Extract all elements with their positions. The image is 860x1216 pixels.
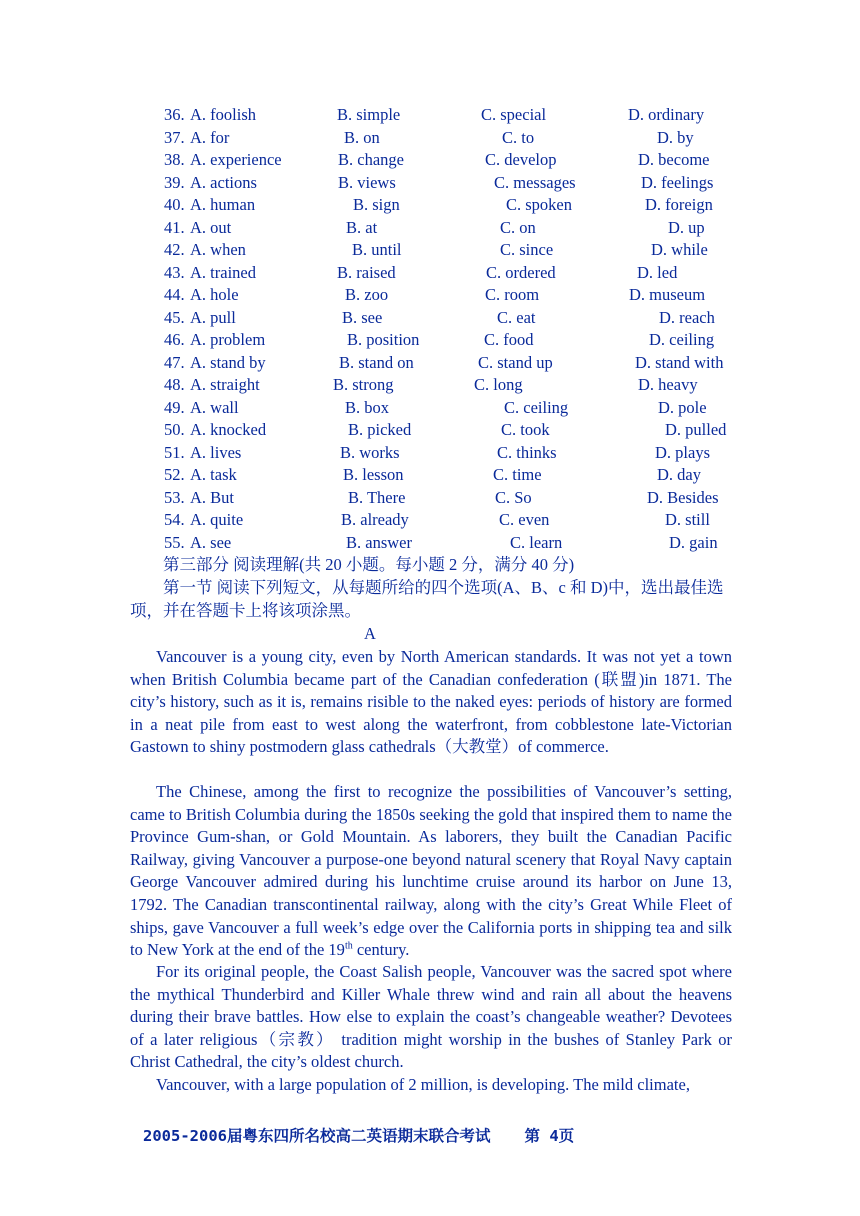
option-d: D. pole bbox=[658, 397, 707, 417]
option-c: C. ordered bbox=[486, 262, 556, 282]
option-c: C. food bbox=[484, 330, 534, 349]
question-number: 38. bbox=[164, 150, 185, 169]
option-b: B. views bbox=[338, 172, 396, 192]
option-c: C. ceiling bbox=[504, 397, 569, 417]
option-b: B. stand on bbox=[339, 352, 414, 372]
question-number: 49. bbox=[164, 397, 185, 417]
question-number: 40. bbox=[164, 195, 185, 214]
question-number: 41. bbox=[164, 217, 185, 237]
option-b: B. position bbox=[347, 330, 420, 349]
option-a: A. problem bbox=[190, 330, 266, 349]
passage-paragraph-3: For its original people, the Coast Salish people, Vancouver was the sacred spot where the mythical Thunderbird and Killer Whale threw wind and rain all about the heavens during their brave battles. How else to explain the coast’s changeable weather? Devotees of a later religious（宗教） tradition might worship in the bushes of Stanley Park or Christ Cathedral, the city’s oldest church. bbox=[130, 962, 732, 1072]
option-c: C. on bbox=[500, 217, 536, 237]
option-row bbox=[0, 194, 860, 217]
option-d: D. museum bbox=[629, 285, 706, 304]
option-row bbox=[0, 262, 860, 285]
option-b: B. sign bbox=[353, 195, 400, 214]
option-row bbox=[0, 397, 860, 420]
option-a: A. lives bbox=[190, 442, 242, 462]
option-b: B. already bbox=[341, 510, 409, 529]
option-d: D. led bbox=[637, 262, 678, 282]
option-a: A. straight bbox=[190, 375, 260, 394]
footer-page-number: 第 4页 bbox=[524, 1127, 575, 1145]
option-b: B. answer bbox=[346, 532, 412, 552]
option-c: C. spoken bbox=[506, 195, 572, 214]
option-c: C. develop bbox=[485, 150, 557, 169]
option-row bbox=[0, 352, 860, 375]
option-row bbox=[0, 149, 860, 172]
option-row bbox=[0, 307, 860, 330]
option-d: D. while bbox=[651, 240, 708, 259]
option-b: B. on bbox=[344, 127, 380, 147]
cloze-options-list bbox=[0, 104, 860, 554]
option-row bbox=[0, 419, 860, 442]
paragraph-2-tail: century. bbox=[352, 940, 410, 960]
option-a: A. hole bbox=[190, 285, 239, 304]
option-row bbox=[0, 239, 860, 262]
question-number: 55. bbox=[164, 532, 185, 552]
question-number: 48. bbox=[164, 375, 185, 394]
option-c: C. long bbox=[474, 375, 523, 394]
option-d: D. stand with bbox=[635, 352, 724, 372]
option-row bbox=[0, 374, 860, 397]
option-a: A. knocked bbox=[190, 420, 267, 439]
option-b: B. until bbox=[352, 240, 402, 259]
option-b: B. simple bbox=[337, 105, 401, 124]
option-b: B. at bbox=[346, 217, 378, 237]
option-c: C. special bbox=[481, 105, 547, 124]
option-c: C. messages bbox=[494, 172, 576, 192]
option-row bbox=[0, 487, 860, 510]
option-a: A. see bbox=[190, 532, 232, 552]
passage-label: A bbox=[364, 624, 376, 643]
passage-paragraph-1: Vancouver is a young city, even by North American standards. It was not yet a town when British Columbia became part of the Canadian confederation (联盟)in 1871. The city’s history, such as it is, remains risible to the naked eyes: periods of history are formed in a neat pile from east to west along the waterfront, from cobblestone late-Victorian Gastown to shiny postmodern glass cathedrals（大教堂）of commerce. bbox=[130, 647, 732, 757]
option-b: B. change bbox=[338, 150, 404, 169]
option-a: A. But bbox=[190, 487, 235, 507]
option-c: C. learn bbox=[510, 532, 563, 552]
option-d: D. ordinary bbox=[628, 105, 705, 124]
question-number: 53. bbox=[164, 487, 185, 507]
question-number: 47. bbox=[164, 352, 185, 372]
option-a: A. human bbox=[190, 195, 256, 214]
question-number: 44. bbox=[164, 285, 185, 304]
question-number: 39. bbox=[164, 172, 185, 192]
option-row bbox=[0, 329, 860, 352]
option-row bbox=[0, 172, 860, 195]
option-c: C. stand up bbox=[478, 352, 553, 372]
question-number: 45. bbox=[164, 307, 185, 327]
option-row bbox=[0, 104, 860, 127]
option-b: B. picked bbox=[348, 420, 412, 439]
option-a: A. stand by bbox=[190, 352, 266, 372]
option-c: C. room bbox=[485, 285, 540, 304]
passage-paragraph-2 bbox=[130, 781, 732, 962]
option-c: C. since bbox=[500, 240, 554, 259]
option-c: C. to bbox=[502, 127, 535, 147]
option-a: A. out bbox=[190, 217, 232, 237]
option-row bbox=[0, 532, 860, 555]
option-d: D. become bbox=[638, 150, 710, 169]
option-row bbox=[0, 284, 860, 307]
superscript-th: th bbox=[344, 940, 353, 952]
option-a: A. when bbox=[190, 240, 246, 259]
passage-paragraph-4: Vancouver, with a large population of 2 million, is developing. The mild climate, bbox=[156, 1075, 690, 1094]
option-c: C. So bbox=[495, 487, 532, 507]
question-number: 54. bbox=[164, 510, 185, 529]
option-row bbox=[0, 217, 860, 240]
option-d: D. plays bbox=[655, 442, 710, 462]
option-d: D. pulled bbox=[665, 420, 727, 439]
option-b: B. strong bbox=[333, 375, 394, 394]
option-c: C. time bbox=[493, 465, 542, 484]
option-a: A. wall bbox=[190, 397, 239, 417]
footer-title: 2005-2006届粤东四所名校高二英语期末联合考试 bbox=[143, 1127, 491, 1145]
question-number: 46. bbox=[164, 330, 185, 349]
option-b: B. raised bbox=[337, 262, 396, 282]
option-d: D. foreign bbox=[645, 195, 713, 214]
option-b: B. box bbox=[345, 397, 390, 417]
option-b: B. lesson bbox=[343, 465, 404, 484]
option-b: B. works bbox=[340, 442, 400, 462]
section-title: 第三部分 阅读理解(共 20 小题。每小题 2 分，满分 40 分) bbox=[163, 555, 575, 574]
option-d: D. gain bbox=[669, 532, 718, 552]
paragraph-2-text: The Chinese, among the first to recognize the possibilities of Vancouver’s setting, came to British Columbia during the 1850s seeking the gold that inspired them to name the Province Gum-shan, or Gold Mountain. As laborers, they built the Canadian Pacific Railway, giving Vancouver a purpose-one beyond natural scenery that Royal Navy captain George Vancouver admired during his lunchtime cruise around its harbor on June 13, 1792. The Canadian transcontinental railway, along with the city’s Great While Fleet of ships, gave Vancouver a full week’s edge over the California ports in shipping tea and silk to New York at the end of the 19 bbox=[130, 782, 732, 960]
option-a: A. task bbox=[190, 465, 237, 484]
option-b: B. There bbox=[348, 487, 406, 507]
option-b: B. see bbox=[342, 307, 383, 327]
option-a: A. for bbox=[190, 127, 230, 147]
question-number: 37. bbox=[164, 127, 185, 147]
option-d: D. by bbox=[657, 127, 694, 147]
option-d: D. ceiling bbox=[649, 330, 715, 349]
option-c: C. even bbox=[499, 510, 550, 529]
question-number: 43. bbox=[164, 262, 185, 282]
option-a: A. actions bbox=[190, 172, 257, 192]
option-c: C. eat bbox=[497, 307, 536, 327]
page-footer bbox=[143, 1124, 574, 1146]
option-d: D. still bbox=[665, 510, 710, 529]
option-c: C. took bbox=[501, 420, 550, 439]
question-number: 52. bbox=[164, 465, 185, 484]
option-d: D. Besides bbox=[647, 487, 719, 507]
option-d: D. feelings bbox=[641, 172, 714, 192]
question-number: 36. bbox=[164, 105, 185, 124]
option-a: A. foolish bbox=[190, 105, 256, 124]
option-a: A. trained bbox=[190, 262, 256, 282]
option-c: C. thinks bbox=[497, 442, 557, 462]
option-d: D. heavy bbox=[638, 375, 698, 394]
question-number: 42. bbox=[164, 240, 185, 259]
option-a: A. quite bbox=[190, 510, 244, 529]
option-row bbox=[0, 127, 860, 150]
option-row bbox=[0, 509, 860, 532]
option-b: B. zoo bbox=[345, 285, 389, 304]
option-row bbox=[0, 442, 860, 465]
question-number: 50. bbox=[164, 420, 185, 439]
option-d: D. day bbox=[657, 465, 701, 484]
question-number: 51. bbox=[164, 442, 185, 462]
option-row bbox=[0, 464, 860, 487]
option-d: D. up bbox=[668, 217, 705, 237]
section-instructions: 第一节 阅读下列短文，从每题所给的四个选项(A、B、c 和 D)中，选出最佳选项，并在答题卡上将该项涂黑。 bbox=[130, 578, 724, 620]
option-a: A. pull bbox=[190, 307, 236, 327]
option-d: D. reach bbox=[659, 307, 715, 327]
option-a: A. experience bbox=[190, 150, 282, 169]
